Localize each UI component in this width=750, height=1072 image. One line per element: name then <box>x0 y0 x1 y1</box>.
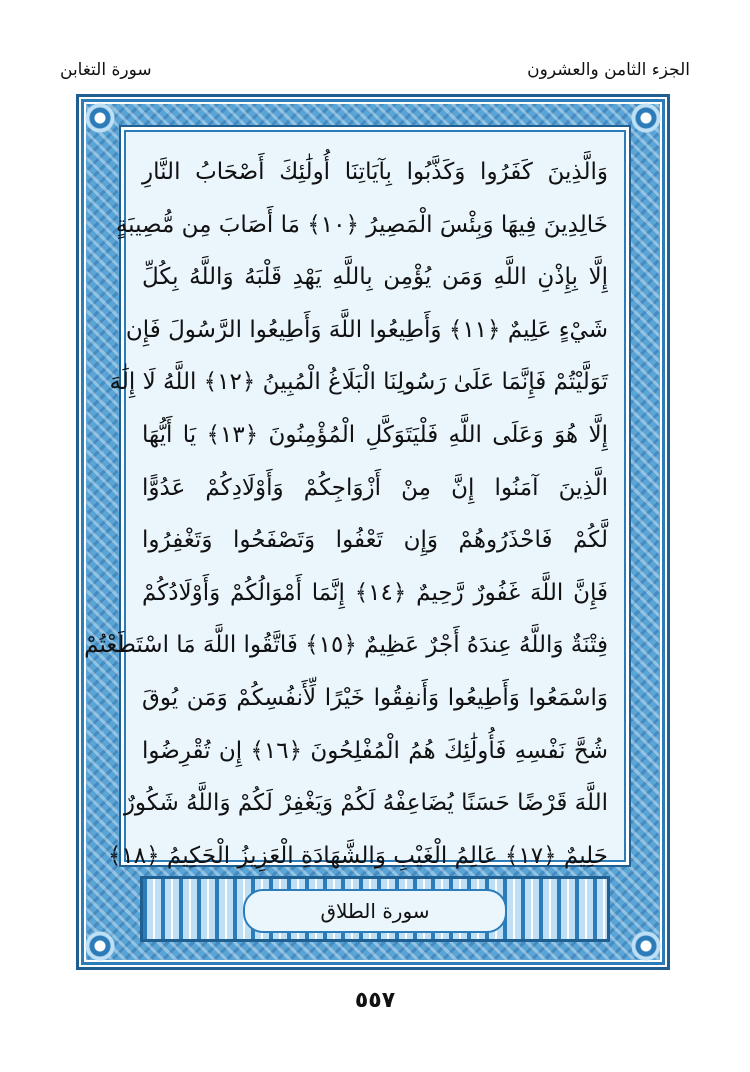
verse-line: فِتْنَةٌ وَاللَّهُ عِندَهُ أَجْرٌ عَظِيمٌ ﴿١٥﴾ فَاتَّقُوا اللَّهَ مَا اسْتَطَعْتُمْ <box>84 632 608 659</box>
next-surah-title: سورة الطلاق <box>243 889 507 933</box>
verse-line: وَالَّذِينَ كَفَرُوا وَكَذَّبُوا بِآيَاتِنَا أُولَٰئِكَ أَصْحَابُ النَّارِ <box>142 159 608 185</box>
verse-line: حَلِيمٌ ﴿١٧﴾ عَالِمُ الْغَيْبِ وَالشَّهَادَةِ الْعَزِيزُ الْحَكِيمُ ﴿١٨﴾ <box>107 842 608 869</box>
corner-ornament-icon <box>83 929 117 963</box>
surah-banner <box>140 876 610 942</box>
page-number: ٥٥٧ <box>354 988 396 1013</box>
verse-line: تَوَلَّيْتُمْ فَإِنَّمَا عَلَىٰ رَسُولِنَا الْبَلَاغُ الْمُبِينُ ﴿١٢﴾ اللَّهُ لَا إِلَٰهَ <box>109 369 608 396</box>
verse-line: شَيْءٍ عَلِيمٌ ﴿١١﴾ وَأَطِيعُوا اللَّهَ وَأَطِيعُوا الرَّسُولَ فَإِن <box>125 316 608 343</box>
page-header <box>60 52 690 88</box>
juz-title: الجزء الثامن والعشرون <box>527 60 690 80</box>
surah-title: سورة التغابن <box>60 60 152 80</box>
verse-line: اللَّهَ قَرْضًا حَسَنًا يُضَاعِفْهُ لَكُمْ وَيَغْفِرْ لَكُمْ وَاللَّهُ شَكُورٌ <box>123 790 608 817</box>
verse-line: إِلَّا هُوَ وَعَلَى اللَّهِ فَلْيَتَوَكَّلِ الْمُؤْمِنُونَ ﴿١٣﴾ يَا أَيُّهَا <box>142 421 608 448</box>
verse-line: وَاسْمَعُوا وَأَطِيعُوا وَأَنفِقُوا خَيْرًا لِّأَنفُسِكُمْ وَمَن يُوقَ <box>142 684 608 711</box>
verses-panel <box>84 130 626 869</box>
corner-ornament-icon <box>629 101 663 135</box>
verse-line: فَإِنَّ اللَّهَ غَفُورٌ رَّحِيمٌ ﴿١٤﴾ إِنَّمَا أَمْوَالُكُمْ وَأَوْلَادُكُمْ <box>142 579 608 606</box>
verse-line: خَالِدِينَ فِيهَا وَبِئْسَ الْمَصِيرُ ﴿١٠﴾ مَا أَصَابَ مِن مُّصِيبَةٍ <box>115 211 608 238</box>
verse-line: شُحَّ نَفْسِهِ فَأُولَٰئِكَ هُمُ الْمُفْلِحُونَ ﴿١٦﴾ إِن تُقْرِضُوا <box>142 737 608 764</box>
verse-line: الَّذِينَ آمَنُوا إِنَّ مِنْ أَزْوَاجِكُمْ وَأَوْلَادِكُمْ عَدُوًّا <box>142 474 608 501</box>
verse-line: إِلَّا بِإِذْنِ اللَّهِ وَمَن يُؤْمِن بِاللَّهِ يَهْدِ قَلْبَهُ وَاللَّهُ بِكُلِّ <box>142 264 608 291</box>
verse-line: لَّكُمْ فَاحْذَرُوهُمْ وَإِن تَعْفُوا وَتَصْفَحُوا وَتَغْفِرُوا <box>142 527 608 554</box>
